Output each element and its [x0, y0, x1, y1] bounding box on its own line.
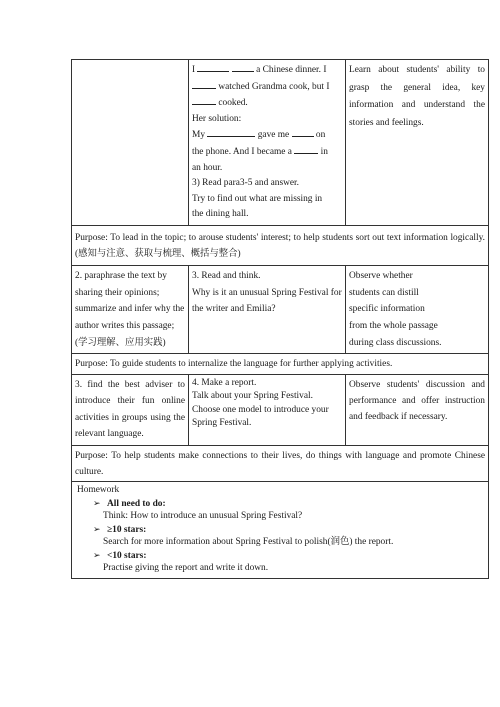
- homework-item: [75, 497, 485, 511]
- cell-text: My: [192, 130, 206, 141]
- activity-cell: 3. find the best adviser to introduce their fun online activities in groups using the relevant language.: [72, 374, 189, 445]
- purpose-row: [72, 354, 489, 375]
- cell-text: specific information: [349, 304, 425, 315]
- arrow-bullet-icon: ➢: [93, 523, 101, 534]
- purpose-text: Purpose: To help students make connections to their lives, do things with language and promote Chinese culture.: [72, 446, 489, 482]
- cell-text: an hour.: [192, 162, 223, 173]
- cell-text: Why is it an unusual Spring Festival for the writer and Emilia?: [192, 287, 342, 315]
- blank-line: [292, 127, 314, 137]
- cell-text: during class discussions.: [349, 337, 442, 348]
- homework-item: [75, 549, 485, 563]
- blank-line: [207, 127, 255, 137]
- homework-item-head: All need to do:: [107, 498, 166, 509]
- homework-item-text: Search for more information about Spring Festival to polish(润色) the report.: [103, 537, 394, 548]
- cell-text: 3. Read and think.: [192, 271, 261, 282]
- arrow-bullet-icon: ➢: [93, 497, 101, 508]
- task-cell: [189, 266, 346, 354]
- homework-item: [75, 523, 485, 537]
- blank-line: [232, 62, 254, 72]
- arrow-bullet-icon: ➢: [93, 549, 101, 560]
- evaluation-cell: Learn about students' ability to grasp the general idea, key information and understand the stories and feelings.: [346, 60, 489, 226]
- lesson-plan-table: [71, 59, 489, 579]
- purpose-row: [72, 225, 489, 265]
- blank-line: [294, 144, 318, 154]
- purpose-text: Purpose: To guide students to internalize the language for further applying activities.: [72, 354, 489, 375]
- cell-text: Observe whether: [349, 271, 413, 282]
- task-cell: [189, 374, 346, 445]
- blank-line: [192, 95, 216, 105]
- cell-text: 4. Make a report.: [192, 377, 257, 388]
- blank-line: [192, 79, 216, 89]
- cell-text: the phone. And I became a: [192, 146, 292, 157]
- cell-text: Choose one model to introduce your Spring Festival.: [192, 404, 329, 429]
- homework-row: [72, 482, 489, 579]
- homework-item-text: Practise giving the report and write it down.: [103, 563, 269, 574]
- cell-text: on: [315, 130, 326, 141]
- cell-text: Try to find out what are missing in: [192, 193, 323, 204]
- cell-text: the dining hall.: [192, 209, 249, 220]
- evaluation-cell: Observe students' discussion and performance and offer instruction and feedback if necessary.: [346, 374, 489, 445]
- cell-text: Her solution:: [192, 113, 242, 124]
- homework-title: Homework: [77, 485, 120, 496]
- homework-item-text: Think: How to introduce an unusual Spring Festival?: [103, 511, 303, 522]
- cell-text: watched Grandma cook, but I: [218, 81, 330, 92]
- cell-text: students can distill: [349, 287, 419, 298]
- table-row: [72, 60, 489, 226]
- cell-text: from the whole passage: [349, 320, 438, 331]
- cell-text: in: [320, 146, 328, 157]
- activity-cell: 2. paraphrase the text by sharing their opinions; summarize and infer why the author writes this passage;(学习理解、应用实践): [72, 266, 189, 354]
- cell-text: I: [192, 65, 196, 75]
- table-row: [72, 266, 489, 354]
- blank-line: [197, 62, 229, 72]
- homework-item-head: ≥10 stars:: [107, 524, 147, 535]
- purpose-text: Purpose: To lead in the topic; to arouse students' interest; to help students sort out text information logically. (感知与注意、获取与梳理、概括与整合): [72, 225, 489, 265]
- cell-text: Talk about your Spring Festival.: [192, 391, 313, 402]
- evaluation-cell: [346, 266, 489, 354]
- table-row: [72, 374, 489, 445]
- purpose-row: [72, 446, 489, 482]
- cell-text: gave me: [257, 130, 290, 141]
- cell-text: a Chinese dinner. I: [256, 65, 327, 75]
- task-cell: [189, 60, 346, 226]
- cell-text: cooked.: [218, 98, 248, 109]
- homework-item-head: <10 stars:: [107, 550, 147, 561]
- homework-cell: [72, 482, 489, 579]
- activity-cell: [72, 60, 189, 226]
- cell-text: 3) Read para3-5 and answer.: [192, 178, 299, 189]
